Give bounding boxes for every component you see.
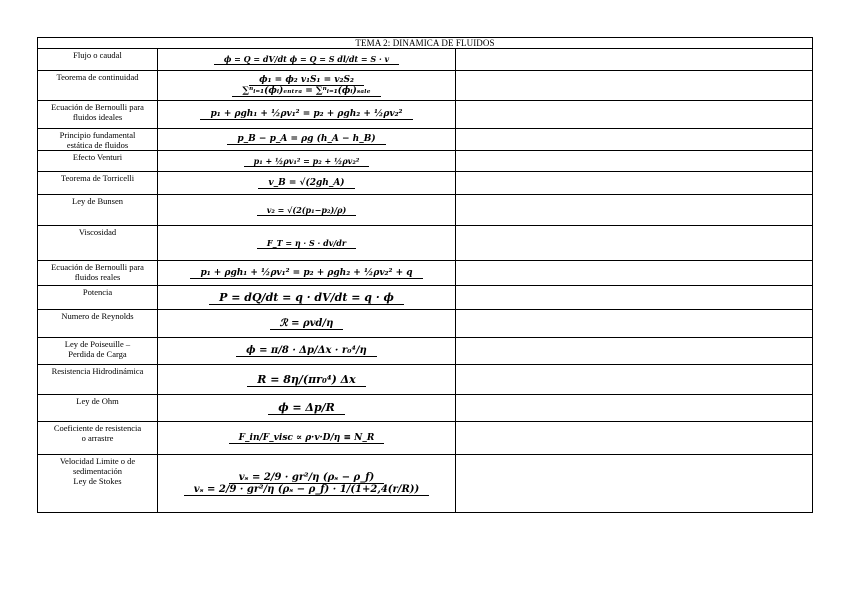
formula-text: ℛ = ρvd/η (270, 318, 344, 330)
formula-line-wrap (158, 401, 455, 415)
formula-cell (158, 338, 456, 365)
formula-text: ϕ = Q = dV/dt ϕ = Q = S dl/dt = S · v (214, 54, 399, 65)
formula-cell (158, 261, 456, 286)
law-name-line: Coeficiente de resistencia (53, 423, 142, 433)
formula-line-wrap (158, 109, 455, 120)
law-name-cell (38, 172, 158, 195)
law-name-line: Teorema de Torricelli (60, 173, 135, 183)
formula-text: ∑ⁿᵢ₌₁(ϕᵢ)ₑₙₜᵣₐ = ∑ⁿᵢ₌₁(ϕᵢ)ₛₐₗₑ (232, 86, 380, 97)
law-name-cell (38, 226, 158, 261)
table-title: TEMA 2: DINAMICA DE FLUIDOS (38, 38, 813, 49)
formula-cell (158, 226, 456, 261)
law-name-line: fluidos reales (74, 272, 121, 282)
law-name-cell (38, 195, 158, 226)
law-name-line: Viscosidad (78, 227, 117, 237)
table-row (38, 261, 813, 286)
formula-text: v₂ = √(2(p₁−p₂)/ρ) (257, 205, 357, 216)
formula-text: vₛ = 2/9 · gr²/η (ρₛ − ρ_f) · 1/(1+2,4(r/R)) (184, 484, 429, 496)
table-row (38, 195, 813, 226)
formula-cell (158, 101, 456, 129)
table-row (38, 226, 813, 261)
formula-text: P = dQ/dt = q · dV/dt = q · ϕ (209, 291, 404, 305)
notes-cell (456, 151, 813, 172)
formula-text: F_T = η · S · dv/dr (257, 238, 356, 249)
notes-cell (456, 310, 813, 338)
table-row (38, 395, 813, 422)
formula-line-wrap (158, 318, 455, 330)
formula-text: p₁ + ρgh₁ + ½ρv₁² = p₂ + ρgh₂ + ½ρv₂² (200, 109, 412, 120)
law-name-cell (38, 310, 158, 338)
law-name-line: Principio fundamental (59, 130, 136, 140)
law-name-line: sedimentación (72, 466, 123, 476)
formula-cell (158, 49, 456, 71)
law-name-cell (38, 261, 158, 286)
law-name-cell (38, 286, 158, 310)
notes-cell (456, 49, 813, 71)
formula-line-wrap (158, 238, 455, 249)
formula-cell (158, 365, 456, 395)
table-row (38, 365, 813, 395)
law-name-cell (38, 129, 158, 151)
formula-text: ϕ₁ = ϕ₂ v₁S₁ = v₂S₂ (249, 75, 364, 86)
notes-cell (456, 101, 813, 129)
law-name-line: Potencia (82, 287, 113, 297)
table-row (38, 49, 813, 71)
formula-text: p₁ + ρgh₁ + ½ρv₁² = p₂ + ρgh₂ + ½ρv₂² + q (190, 268, 422, 279)
table-row (38, 71, 813, 101)
law-name-cell (38, 338, 158, 365)
formula-table (37, 37, 813, 513)
law-name-cell (38, 71, 158, 101)
table-row (38, 422, 813, 455)
table-row (38, 129, 813, 151)
notes-cell (456, 195, 813, 226)
notes-cell (456, 395, 813, 422)
law-name-line: Ley de Ohm (76, 396, 119, 406)
notes-cell (456, 71, 813, 101)
formula-cell (158, 455, 456, 513)
table-row (38, 101, 813, 129)
formula-line-wrap (158, 205, 455, 216)
notes-cell (456, 261, 813, 286)
notes-cell (456, 286, 813, 310)
formula-text: p₁ + ½ρv₁² = p₂ + ½ρv₂² (244, 156, 370, 167)
formula-text: R = 8η/(πr₀⁴) Δx (247, 373, 366, 387)
law-name-line: estática de fluidos (66, 140, 129, 150)
formula-text: vₛ = 2/9 · gr²/η (ρₛ − ρ_f) (229, 472, 385, 484)
table-row (38, 455, 813, 513)
law-name-cell (38, 151, 158, 172)
notes-cell (456, 129, 813, 151)
law-name-cell (38, 395, 158, 422)
law-name-line: Numero de Reynolds (61, 311, 134, 321)
formula-line-wrap (158, 75, 455, 86)
table-row (38, 338, 813, 365)
table-row (38, 172, 813, 195)
formula-cell (158, 422, 456, 455)
table-row (38, 286, 813, 310)
formula-line-wrap (158, 291, 455, 305)
law-name-line: Ecuación de Bernoulli para (51, 102, 144, 112)
law-name-line: Teorema de continuidad (56, 72, 139, 82)
formula-text: p_B − p_A = ρg (h_A − h_B) (227, 134, 385, 145)
formula-text: ϕ = Δp/R (268, 401, 345, 415)
formula-cell (158, 151, 456, 172)
notes-cell (456, 338, 813, 365)
law-name-cell (38, 49, 158, 71)
law-name-cell (38, 365, 158, 395)
formula-line-wrap (158, 178, 455, 189)
law-name-line: Ley de Bunsen (72, 196, 123, 206)
law-name-cell (38, 101, 158, 129)
table-row (38, 151, 813, 172)
law-name-cell (38, 455, 158, 513)
title-row (38, 38, 813, 49)
formula-line-wrap (158, 156, 455, 167)
notes-cell (456, 455, 813, 513)
formula-text: v_B = √(2gh_A) (258, 178, 354, 189)
law-name-line: Efecto Venturi (72, 152, 123, 162)
notes-cell (456, 422, 813, 455)
law-name-line: Velocidad Limite o de (59, 456, 136, 466)
formula-line-wrap (158, 54, 455, 65)
formula-cell (158, 129, 456, 151)
law-name-line: Ecuación de Bernoulli para (51, 262, 144, 272)
formula-cell (158, 195, 456, 226)
formula-line-wrap (158, 484, 455, 496)
formula-line-wrap (158, 268, 455, 279)
notes-cell (456, 226, 813, 261)
formula-line-wrap (158, 433, 455, 444)
formula-line-wrap (158, 373, 455, 387)
formula-line-wrap (158, 134, 455, 145)
law-name-line: Perdida de Carga (68, 349, 127, 359)
law-name-line: Flujo o caudal (73, 50, 122, 60)
law-name-line: o arrastre (81, 433, 114, 443)
formula-line-wrap (158, 472, 455, 484)
table-row (38, 310, 813, 338)
formula-cell (158, 286, 456, 310)
law-name-cell (38, 422, 158, 455)
formula-text: ϕ = π/8 · Δp/Δx · r₀⁴/η (236, 345, 377, 357)
formula-line-wrap (158, 345, 455, 357)
notes-cell (456, 365, 813, 395)
formula-cell (158, 395, 456, 422)
law-name-line: fluidos ideales (72, 112, 123, 122)
formula-cell (158, 172, 456, 195)
formula-cell (158, 310, 456, 338)
law-name-line: Resistencia Hidrodinámica (51, 366, 144, 376)
law-name-line: Ley de Stokes (73, 476, 122, 486)
law-name-line: Ley de Poiseuille – (64, 339, 131, 349)
formula-line-wrap (158, 86, 455, 97)
notes-cell (456, 172, 813, 195)
formula-text: F_in/F_visc ∝ ρ·v·D/η ≡ N_R (229, 433, 385, 444)
formula-cell (158, 71, 456, 101)
